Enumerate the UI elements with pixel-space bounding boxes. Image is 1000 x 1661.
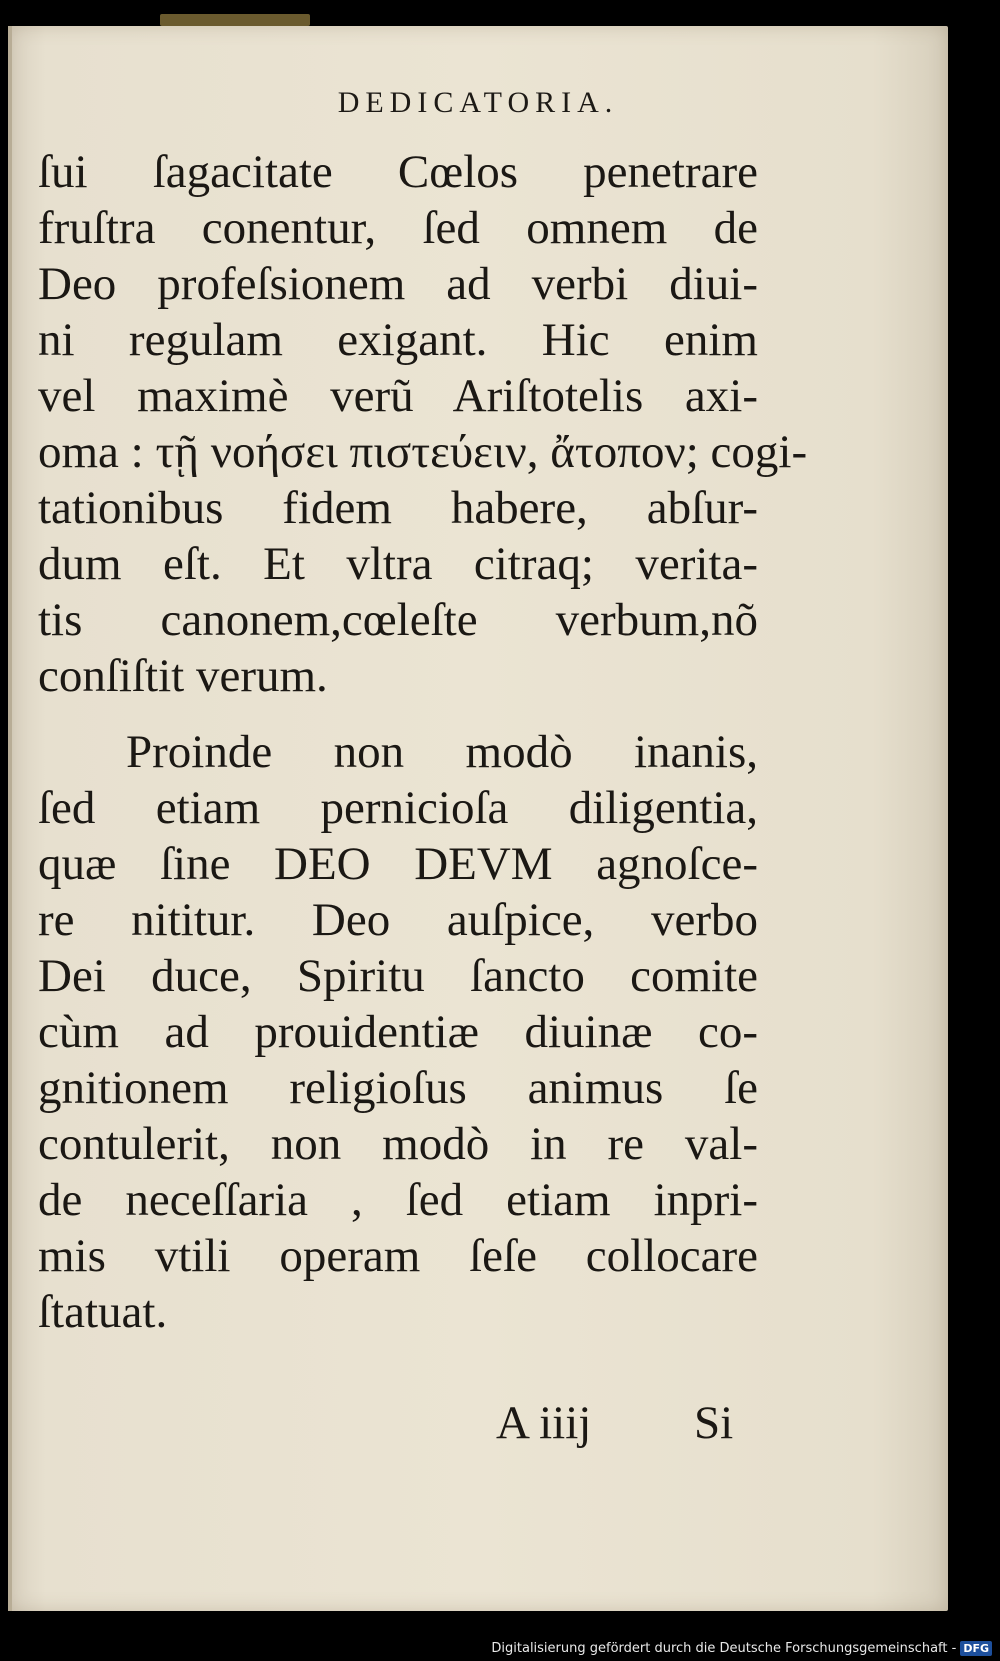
text-line: quæ ſine DEO DEVM agnoſce-	[38, 838, 758, 890]
text-line: vel maximè verũ Ariſtotelis axi-	[38, 370, 758, 422]
page-edge	[8, 26, 12, 1611]
paragraph-gap	[38, 704, 758, 724]
text-line: tationibus fidem habere, abſur-	[38, 482, 758, 534]
body-text	[38, 144, 808, 1340]
text-line: ni regulam exigant. Hic enim	[38, 314, 758, 366]
text-line: dum eſt. Et vltra citraq; verita-	[38, 538, 758, 590]
running-head: DEDICATORIA.	[337, 86, 619, 119]
text-line: re nititur. Deo auſpice, verbo	[38, 894, 758, 946]
text-line: cùm ad prouidentiæ diuinæ co-	[38, 1006, 758, 1058]
text-line: tis canonem,cœleſte verbum,nõ	[38, 594, 758, 646]
dfg-logo: DFG	[960, 1641, 992, 1656]
text-line: contulerit, non modò in re val-	[38, 1118, 758, 1170]
text-line: Proinde non modò inanis,	[126, 726, 758, 778]
text-line: mis vtili operam ſeſe collocare	[38, 1230, 758, 1282]
signature-mark: A iiij	[496, 1397, 592, 1449]
catchword: Si	[694, 1397, 734, 1449]
footer-text: Digitalisierung gefördert durch die Deutsche Forschungsgemeinschaft -	[491, 1640, 957, 1656]
text-line: Deo profeſsionem ad verbi diui-	[38, 258, 758, 310]
book-page	[8, 26, 948, 1611]
text-line: conſiſtit verum.	[38, 650, 328, 702]
digitization-footer	[491, 1637, 992, 1659]
text-line: Dei duce, Spiritu ſancto comite	[38, 950, 758, 1002]
text-line: de neceſſaria , ſed etiam inpri-	[38, 1174, 758, 1226]
binding-tab	[160, 14, 310, 26]
text-line: ſtatuat.	[38, 1286, 168, 1338]
text-line: oma : τῇ νοήσει πιστεύειν, ἄτοπον; cogi-	[38, 426, 808, 478]
text-line: fruſtra conentur, ſed omnem de	[38, 202, 758, 254]
text-line: gnitionem religioſus animus ſe	[38, 1062, 758, 1114]
text-line: ſed etiam pernicioſa diligentia,	[38, 782, 758, 834]
text-line: ſui ſagacitate Cœlos penetrare	[38, 146, 758, 198]
